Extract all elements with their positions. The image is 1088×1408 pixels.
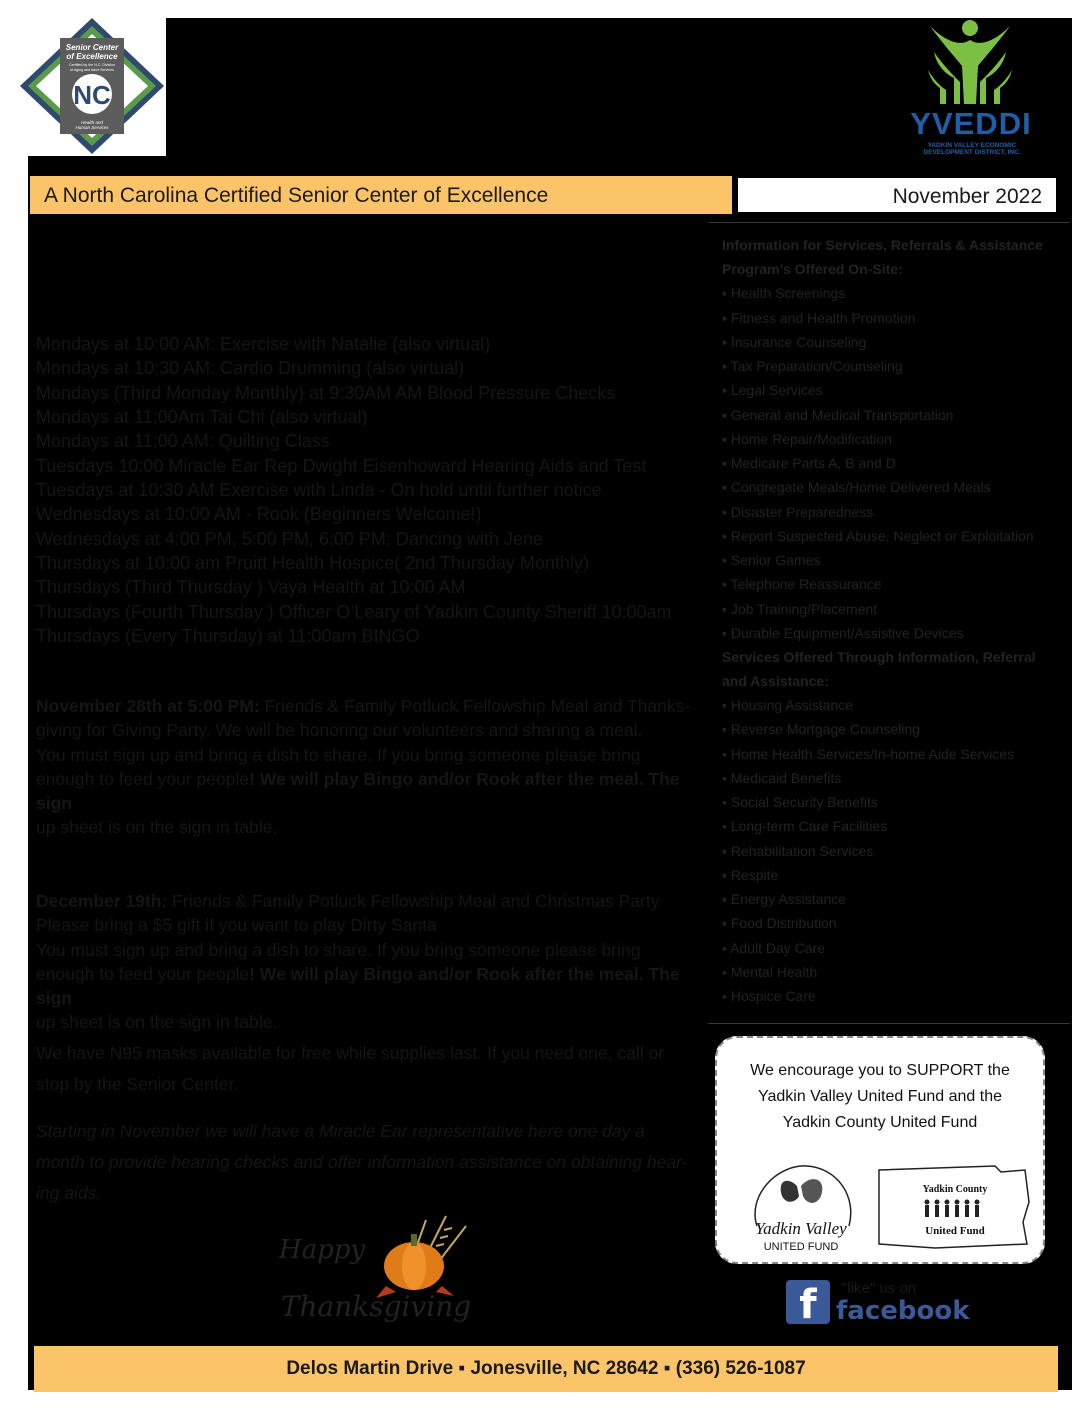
support-line: Yadkin Valley United Fund and the [757,1088,1002,1105]
schedule-item: Tuesdays 10:00 Miracle Ear Rep Dwight Eisenhoward Hearing Aids and Test [36,456,647,476]
sidebar-item: ▪ Energy Assistance [722,891,847,907]
schedule-item: Mondays at 11:00Am Tai Chi (also virtual) [36,407,368,427]
schedule-item: Thursdays (Fourth Thursday ) Officer O’Leary of Yadkin County Sheriff 10:00am [36,602,672,622]
schedule-item: Mondays at 10:30 AM: Cardio Drumming (also virtual) [36,358,465,378]
issue-month: November 2022 [892,185,1042,208]
badge-line-4: of Aging and Adult Services [70,68,114,72]
fund-right-bottom: United Fund [925,1225,985,1237]
schedule-item: Wednesdays at 4:00 PM, 5:00 PM, 6:00 PM: Dancing with Jene [36,529,543,549]
fund-right-top: Yadkin County [922,1184,988,1195]
sidebar-item: ▪ Rehabilitation Services [722,843,874,859]
badge-line-6: Health and [81,120,103,125]
sidebar-item: ▪ Disaster Preparedness [722,504,874,520]
sidebar-heading: Information for Services, Referrals & Assistance [722,237,1043,253]
sidebar-item: ▪ Insurance Counseling [722,334,867,350]
sidebar-item: ▪ Medicaid Benefits [722,770,842,786]
facebook-like-text: "like" us on [842,1280,917,1297]
month-banner [736,176,1058,214]
schedule-item: Thursdays (Every Thursday) at 11:00am BINGO [36,626,420,646]
masks-notice-line: stop by the Senior Center. [36,1074,239,1094]
sidebar-item: ▪ Telephone Reassurance [722,576,882,592]
facebook-like[interactable] [786,1276,970,1336]
yveddi-figure-icon [898,18,1038,108]
united-fund-box [715,1036,1045,1264]
schedule-item: Thursdays (Third Thursday ) Vaya Health at 10:00 AM [36,577,466,597]
badge-line-2: of Excellence [66,52,118,61]
sidebar-item: ▪ Senior Games [722,552,821,568]
support-line: We encourage you to SUPPORT the [750,1062,1010,1079]
yadkin-county-united-fund-logo [875,1162,1033,1252]
schedule-item: Thursdays at 10:00 am Pruitt Health Hospice( 2nd Thursday Monthly) [36,553,589,573]
senior-center-badge [18,16,166,156]
support-message [717,1058,1043,1136]
sidebar-heading: Services Offered Through Information, Referral [722,649,1036,665]
schedule-item: Mondays at 10:00 AM: Exercise with Natalie (also virtual) [36,334,491,354]
sidebar-item: ▪ Housing Assistance [722,697,854,713]
yveddi-logo [898,18,1038,163]
december-event-line: Friends & Family Potluck Fellowship Meal and Christmas Party [167,891,660,911]
sidebar-item: ▪ Report Suspected Abuse, Neglect or Exploitation [722,528,1034,544]
sidebar-item: ▪ Durable Equipment/Assistive Devices [722,625,964,641]
footer-address: Delos Martin Drive ▪ Jonesville, NC 28642 ▪ (336) 526-1087 [286,1358,806,1379]
yveddi-name: YVEDDI [910,106,1032,141]
sidebar-item: ▪ Home Health Services/In-home Aide Services [722,746,1015,762]
november-event-line: up sheet is on the sign in table. [36,817,278,838]
miracle-ear-line: month to provide hearing checks and offer information assistance on obtaining hear- [36,1152,688,1172]
sidebar-item: ▪ Adult Day Care [722,940,826,956]
yveddi-subtitle: YADKIN VALLEY ECONOMIC DEVELOPMENT DISTRICT, INC. [923,142,1021,156]
november-event-line: enough to feed your people [36,768,250,789]
services-sidebar [708,222,1070,1024]
december-event-line: up sheet is on the sign in table. [36,1012,278,1033]
badge-line-3: Certified by the N.C. Division [69,63,115,67]
schedule-item: Mondays at 11:00 AM: Quilting Class [36,431,330,451]
miracle-ear-line: ing aids. [36,1183,102,1203]
yadkin-valley-united-fund-logo [737,1156,867,1256]
sidebar-item: ▪ Hospice Care [722,988,816,1004]
schedule-item: Tuesdays at 10:30 AM Exercise with Linda - On hold until further notice [36,480,602,500]
sidebar-item: ▪ Congregate Meals/Home Delivered Meals [722,479,991,495]
november-event-line: You must sign up and bring a dish to share. If you bring someone please bring [36,744,641,765]
support-line: Yadkin County United Fund [782,1114,978,1131]
sidebar-item: ▪ Long-term Care Facilities [722,818,888,834]
december-event-line: You must sign up and bring a dish to share. If you bring someone please bring [36,939,641,960]
masks-notice [36,1038,694,1100]
december-event [36,889,694,1035]
november-event-date: November 28th at 5:00 PM: [36,696,260,716]
sidebar-item: ▪ Home Repair/Modification [722,431,892,447]
miracle-ear-line: Starting in November we will have a Miracle Ear representative here one day a [36,1121,645,1141]
sidebar-item: ▪ Respite [722,867,779,883]
title-banner [30,176,732,214]
sidebar-item: ▪ Medicare Parts A, B and D [722,455,896,471]
sidebar-heading: and Assistance: [722,673,829,689]
november-event-line: giving for Giving Party. We will be honoring our volunteers and sharing a meal. [36,720,643,741]
thanksgiving-graphic [276,1206,486,1336]
sidebar-heading: Program’s Offered On-Site: [722,261,903,277]
footer-banner [34,1346,1058,1392]
december-event-line: ! We will play Bingo and/or Rook after the meal. The sign [36,963,680,1009]
december-event-date: December 19th: [36,891,168,911]
masks-notice-line: We have N95 masks available for free while supplies last. If you need one, call or [36,1043,665,1063]
sidebar-item: ▪ Reverse Mortgage Counseling [722,721,920,737]
sidebar-item: ▪ Legal Services [722,382,823,398]
fund-left-top: Yadkin Valley [755,1219,847,1238]
facebook-icon: f [786,1280,830,1324]
page-title: A North Carolina Certified Senior Center of Excellence [44,184,549,207]
butterfly-icon [781,1181,799,1202]
sidebar-item: ▪ Tax Preparation/Counseling [722,358,903,374]
badge-line-7: Human Services [75,125,109,130]
sidebar-item: ▪ Fitness and Health Promotion [722,310,916,326]
sidebar-item: ▪ Social Security Benefits [722,794,878,810]
november-event [36,694,694,840]
sidebar-item: ▪ Health Screenings [722,285,846,301]
sidebar-item: ▪ General and Medical Transportation [722,407,954,423]
november-event-line: ! We will play Bingo and/or Rook after the meal. The sign [36,768,680,814]
sidebar-item: ▪ Mental Health [722,964,818,980]
greeting-line-1: Happy [278,1235,366,1265]
schedule-item: Wednesdays at 10:00 AM - Rook (Beginners Welcome!) [36,504,482,524]
schedule-item: Mondays (Third Monday Monthly) at 9:30AM AM Blood Pressure Checks [36,383,616,403]
badge-nc-mark: NC [73,80,111,110]
november-event-line: Friends & Family Potluck Fellowship Meal and Thanks- [259,696,691,716]
sidebar-item: ▪ Job Training/Placement [722,601,878,617]
facebook-wordmark: facebook [836,1296,970,1326]
december-event-line: Please bring a $5 gift if you want to play Dirty Santa [36,915,437,936]
badge-line-1: Senior Center [65,43,119,52]
sidebar-item: ▪ Food Distribution [722,915,837,931]
fund-left-bottom: UNITED FUND [763,1241,839,1253]
miracle-ear-notice [36,1116,694,1209]
greeting-line-2: Thanksgiving [280,1290,472,1323]
december-event-line: enough to feed your people [36,963,250,984]
